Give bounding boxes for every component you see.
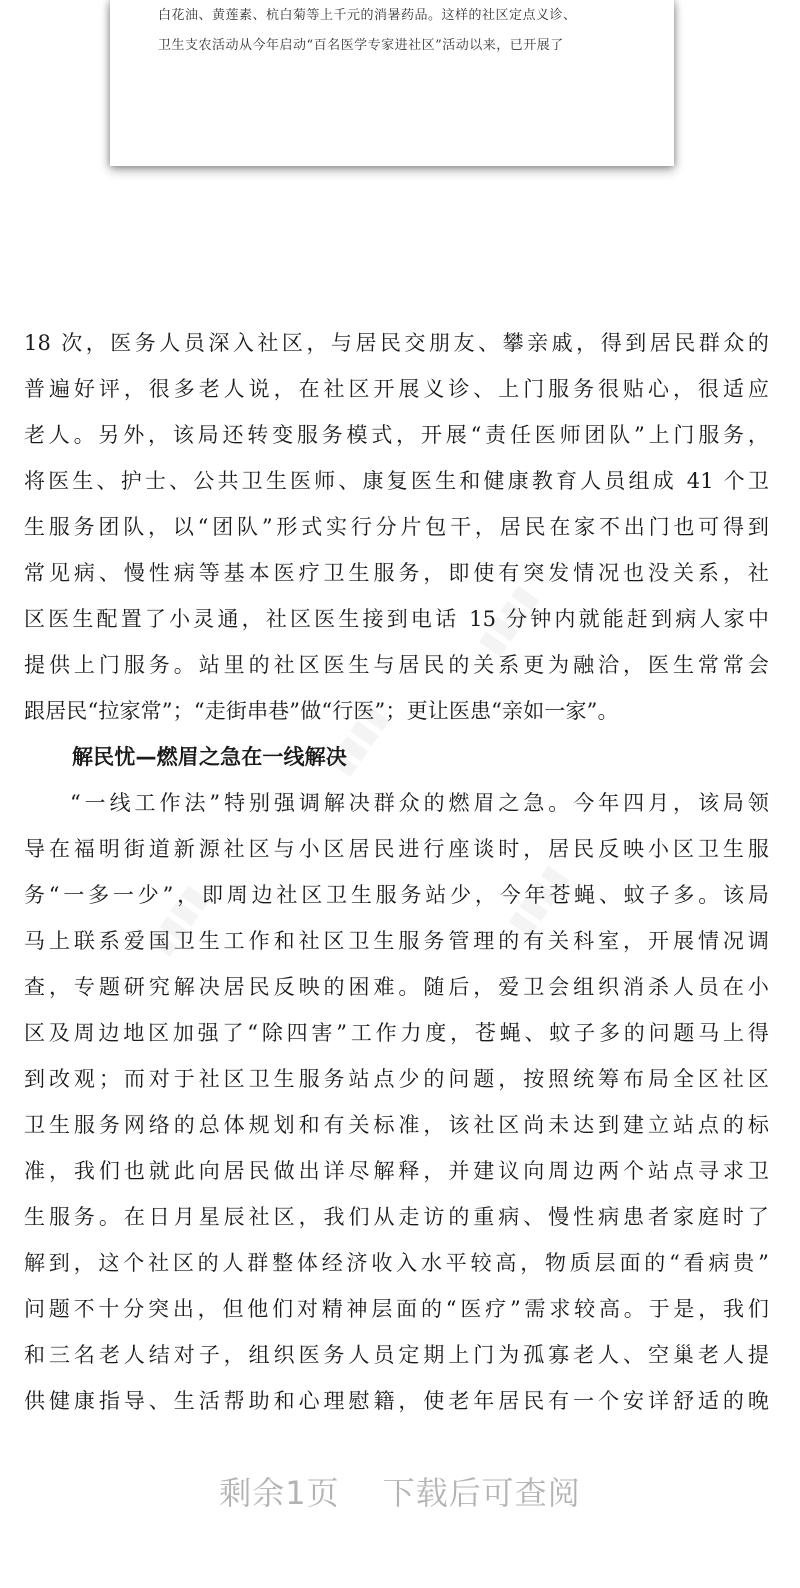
body-line: 区及周边地区加强了“除四害”工作力度，苍蝇、蚊子多的问题马上得 bbox=[24, 1021, 769, 1045]
body-line: 查，专题研究解决居民反映的困难。随后，爱卫会组织消杀人员在小 bbox=[24, 975, 769, 999]
body-line: 提供上门服务。站里的社区医生与居民的关系更为融洽，医生常常会 bbox=[24, 653, 769, 677]
body-line: 供健康指导、生活帮助和心理慰籍，使老年居民有一个安详舒适的晚 bbox=[24, 1389, 769, 1413]
body-line: 生服务团队，以“团队”形式实行分片包干，居民在家不出门也可得到 bbox=[24, 515, 769, 539]
body-line: 和三名老人结对子，组织医务人员定期上门为孤寡老人、空巢老人提 bbox=[24, 1343, 769, 1367]
body-line: 问题不十分突出，但他们对精神层面的“医疗”需求较高。于是，我们 bbox=[24, 1297, 769, 1321]
body-line: 将医生、护士、公共卫生医师、康复医生和健康教育人员组成 41 个卫 bbox=[24, 469, 769, 493]
body-line: 区医生配置了小灵通，社区医生接到电话 15 分钟内就能赶到病人家中 bbox=[24, 607, 769, 631]
body-line: 到改观；而对于社区卫生服务站点少的问题，按照统筹布局全区社区 bbox=[24, 1067, 769, 1091]
body-line: “一线工作法”特别强调解决群众的燃眉之急。今年四月，该局领 bbox=[70, 791, 769, 815]
document-page-preview bbox=[110, 0, 674, 166]
watermark-icon: ▮▮▮▮ bbox=[319, 697, 396, 783]
section-heading: 解民忧—燃眉之急在一线解决 bbox=[72, 745, 347, 769]
download-prompt[interactable] bbox=[0, 1468, 800, 1514]
watermark-icon: ▮▮▮▮ bbox=[499, 857, 576, 943]
remaining-pages-label: 剩余1页 bbox=[219, 1474, 340, 1512]
body-line: 常见病、慢性病等基本医疗卫生服务，即使有突发情况也没关系，社 bbox=[24, 561, 769, 585]
body-line: 生服务。在日月星辰社区，我们从走访的重病、慢性病患者家庭时了 bbox=[24, 1205, 769, 1229]
card-text-line: 卫生支农活动从今年启动“百名医学专家进社区”活动以来，已开展了 bbox=[158, 38, 564, 53]
body-line: 马上联系爱国卫生工作和社区卫生服务管理的有关科室，开展情况调 bbox=[24, 929, 769, 953]
card-text-line: 白花油、黄莲素、杭白菊等上千元的消暑药品。这样的社区定点义诊、 bbox=[158, 8, 577, 23]
body-line: 18 次，医务人员深入社区，与居民交朋友、攀亲戚，得到居民群众的 bbox=[24, 331, 769, 355]
download-to-view-link[interactable]: 下载后可查阅 bbox=[382, 1474, 581, 1512]
body-line: 老人。另外，该局还转变服务模式，开展“责任医师团队”上门服务， bbox=[24, 423, 769, 447]
body-line: 务“一多一少”，即周边社区卫生服务站少，今年苍蝇、蚊子多。该局 bbox=[24, 883, 769, 907]
body-line: 导在福明街道新源社区与小区居民进行座谈时，居民反映小区卫生服 bbox=[24, 837, 769, 861]
body-line: 卫生服务网络的总体规划和有关标准，该社区尚未达到建立站点的标 bbox=[24, 1113, 769, 1137]
body-line: 准，我们也就此向居民做出详尽解释，并建议向周边两个站点寻求卫 bbox=[24, 1159, 769, 1183]
body-line: 普遍好评，很多老人说，在社区开展义诊、上门服务很贴心，很适应 bbox=[24, 377, 769, 401]
body-line: 跟居民“拉家常”；“走街串巷”做“行医”；更让医患“亲如一家”。 bbox=[24, 699, 619, 723]
watermark-icon: ▮▮▮▮ bbox=[139, 877, 216, 963]
watermark-icon: ▮▮▮▮ bbox=[469, 577, 546, 663]
document-body bbox=[24, 324, 769, 1428]
body-line: 解到，这个社区的人群整体经济收入水平较高，物质层面的“看病贵” bbox=[24, 1251, 769, 1275]
